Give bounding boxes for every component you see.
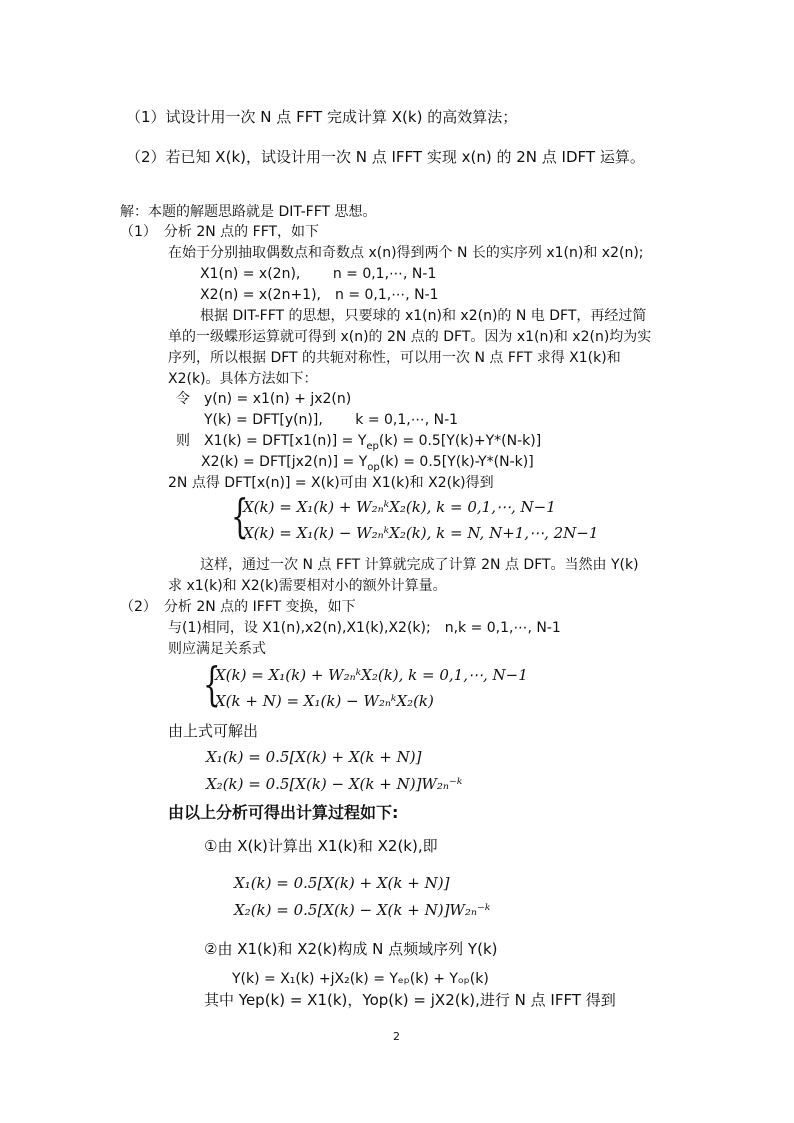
process-heading: 由以上分析可得出计算过程如下: (168, 803, 399, 822)
step2-text: ②由 X1(k)和 X2(k)构成 N 点频域序列 Y(k) (204, 940, 498, 958)
part1-line7: 这样，通过一次 N 点 FFT 计算就完成了计算 2N 点 DFT。当然由 Y(k) (200, 557, 639, 573)
part1-system-eq1: X(k) = X₁(k) + W₂ₙᵏX₂(k), k = 0,1,⋯, N−1 (243, 498, 556, 516)
part2-heading: （2） 分析 2N 点的 IFFT 变换，如下 (120, 599, 356, 615)
part1-then2-b: (k) = 0.5[Y(k)-Y*(N-k)] (379, 454, 534, 470)
part1-line8: 求 x1(k)和 X2(k)需要相对小的额外计算量。 (168, 578, 447, 594)
part1-heading: （1） 分析 2N 点的 FFT，如下 (120, 224, 320, 240)
part1-let1: 令 y(n) = x1(n) + jx2(n) (176, 391, 352, 407)
part1-system-eq2: X(k) = X₁(k) − W₂ₙᵏX₂(k), k = N, N+1,⋯, 2N−1 (243, 524, 599, 542)
solution-intro: 解：本题的解题思路就是 DIT-FFT 思想。 (120, 204, 377, 220)
step1-eq2: X₂(k) = 0.5[X(k) − X(k + N)]W₂ₙ⁻ᵏ (234, 901, 491, 919)
part2-solution-eq2: X₂(k) = 0.5[X(k) − X(k + N)]W₂ₙ⁻ᵏ (206, 775, 463, 793)
part1-line5: X2(k)。具体方法如下： (168, 371, 318, 387)
part1-let2: Y(k) = DFT[y(n)], k = 0,1,⋯, N-1 (204, 412, 459, 428)
part1-eq1: X1(n) = x(2n), n = 0,1,⋯, N-1 (200, 266, 437, 282)
part2-line3: 由上式可解出 (168, 722, 259, 740)
step1-eq1: X₁(k) = 0.5[X(k) + X(k + N)] (234, 874, 450, 892)
part1-then2-sub: op (367, 461, 380, 473)
part1-line6: 2N 点得 DFT[x(n)] = X(k)可由 X1(k)和 X2(k)得到 (168, 475, 494, 491)
part1-then2-a: X2(k) = DFT[jx2(n)] = Y (201, 454, 368, 470)
question-1: （1）试设计用一次 N 点 FFT 完成计算 X(k) 的高效算法； (126, 108, 518, 126)
part1-line4: 序列，所以根据 DFT 的共轭对称性，可以用一次 N 点 FFT 求得 X1(k)和 (168, 350, 621, 366)
part2-solution-eq1: X₁(k) = 0.5[X(k) + X(k + N)] (206, 748, 422, 766)
page-number: 2 (393, 1030, 400, 1043)
step2-line2: 其中 Yep(k) = X1(k)，Yop(k) = jX2(k),进行 N 点 IFFT 得到 (204, 991, 616, 1009)
question-2: （2）若已知 X(k)，试设计用一次 N 点 IFFT 实现 x(n) 的 2N 点 IDFT 运算。 (126, 148, 645, 166)
step2-eq: Y(k) = X₁(k) +jX₂(k) = Yₑₚ(k) + Yₒₚ(k) (232, 971, 489, 987)
step1-text: ①由 X(k)计算出 X1(k)和 X2(k),即 (204, 837, 438, 855)
part2-system-brace: { (203, 657, 221, 711)
part1-eq2: X2(n) = x(2n+1), n = 0,1,⋯, N-1 (200, 287, 439, 303)
part1-line3: 单的一级蝶形运算就可得到 x(n)的 2N 点的 DFT。因为 x1(n)和 x2(n)均为实 (168, 329, 652, 345)
part2-system-eq1: X(k) = X₁(k) + W₂ₙᵏX₂(k), k = 0,1,⋯, N−1 (215, 666, 528, 684)
part1-then1-sub: ep (366, 440, 379, 452)
part1-then1-a: 则 X1(k) = DFT[x1(n)] = Y (176, 433, 367, 449)
part2-system-eq2: X(k + N) = X₁(k) − W₂ₙᵏX₂(k) (215, 692, 434, 710)
part1-line2: 根据 DIT-FFT 的思想，只要球的 x1(n)和 x2(n)的 N 电 DFT，再经过简 (200, 308, 647, 324)
part1-then1-b: (k) = 0.5[Y(k)+Y*(N-k)] (378, 433, 542, 449)
part1-line1: 在始于分别抽取偶数点和奇数点 x(n)得到两个 N 长的实序列 x1(n)和 x2(n); (168, 245, 644, 261)
part1-system-brace: { (231, 489, 249, 543)
part2-line1: 与(1)相同，设 X1(n),x2(n),X1(k),X2(k); n,k = 0,1,⋯, N-1 (168, 620, 561, 636)
part2-line2: 则应满足关系式 (168, 641, 266, 657)
